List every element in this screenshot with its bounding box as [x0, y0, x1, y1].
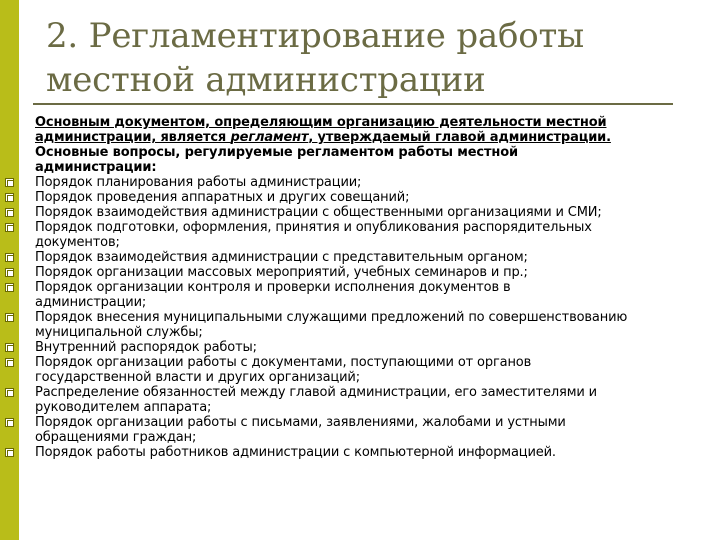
list-item: [0, 220, 720, 250]
checkbox-bullet-icon: [5, 178, 14, 187]
checkbox-bullet-icon: [5, 223, 14, 232]
list-item: [0, 175, 720, 190]
intro-line-2: администрации, является регламент, утверждаемый главой администрации.: [35, 130, 611, 145]
checkbox-bullet-icon: [5, 283, 14, 292]
list-item-text: Порядок организации работы с документами, поступающими от органов: [35, 355, 532, 370]
intro-line-1: Основным документом, определяющим организацию деятельности местной: [35, 115, 607, 130]
slide-body: [0, 115, 720, 460]
list-item: [0, 385, 720, 415]
list-item-text: Порядок организации работы с письмами, заявлениями, жалобами и устными: [35, 415, 566, 430]
regulation-items-list: [0, 175, 720, 460]
checkbox-bullet-icon: [5, 388, 14, 397]
checkbox-bullet-icon: [5, 418, 14, 427]
checkbox-bullet-icon: [5, 268, 14, 277]
list-item-text: Порядок организации контроля и проверки исполнения документов в: [35, 280, 511, 295]
intro-line-3: Основные вопросы, регулируемые регламентом работы местной: [35, 145, 518, 160]
list-item-text: Порядок планирования работы администрации;: [35, 175, 362, 190]
title-line-1: 2. Регламентирование работы: [46, 16, 584, 56]
list-item-text: документов;: [35, 235, 120, 250]
list-item: [0, 250, 720, 265]
list-item-text: государственной власти и других организаций;: [35, 370, 360, 385]
list-item-text: Порядок проведения аппаратных и других совещаний;: [35, 190, 410, 205]
list-item: [0, 280, 720, 310]
list-item: [0, 355, 720, 385]
list-item-text: администрации;: [35, 295, 147, 310]
checkbox-bullet-icon: [5, 193, 14, 202]
checkbox-bullet-icon: [5, 343, 14, 352]
list-item: [0, 310, 720, 340]
checkbox-bullet-icon: [5, 253, 14, 262]
list-item-text: обращениями граждан;: [35, 430, 197, 445]
list-item-text: муниципальной службы;: [35, 325, 203, 340]
list-item-text: Порядок внесения муниципальными служащими предложений по совершенствованию: [35, 310, 628, 325]
list-item-text: Порядок подготовки, оформления, принятия и опубликования распорядительных: [35, 220, 592, 235]
intro-line-4: администрации:: [35, 160, 157, 175]
list-item-text: Порядок работы работников администрации с компьютерной информацией.: [35, 445, 556, 460]
list-item-text: Порядок взаимодействия администрации с представительным органом;: [35, 250, 528, 265]
list-item-text: Внутренний распорядок работы;: [35, 340, 257, 355]
checkbox-bullet-icon: [5, 208, 14, 217]
title-line-2: местной администрации: [46, 60, 486, 100]
list-item: [0, 190, 720, 205]
checkbox-bullet-icon: [5, 358, 14, 367]
list-item: [0, 340, 720, 355]
list-item: [0, 445, 720, 460]
slide-title: [46, 14, 706, 102]
list-item: [0, 265, 720, 280]
checkbox-bullet-icon: [5, 448, 14, 457]
list-item-text: Порядок взаимодействия администрации с общественными организациями и СМИ;: [35, 205, 602, 220]
list-item-text: Порядок организации массовых мероприятий, учебных семинаров и пр.;: [35, 265, 528, 280]
list-item: [0, 415, 720, 445]
checkbox-bullet-icon: [5, 313, 14, 322]
list-item-text: руководителем аппарата;: [35, 400, 212, 415]
title-divider: [33, 103, 673, 105]
list-item-text: Распределение обязанностей между главой администрации, его заместителями и: [35, 385, 597, 400]
list-item: [0, 205, 720, 220]
